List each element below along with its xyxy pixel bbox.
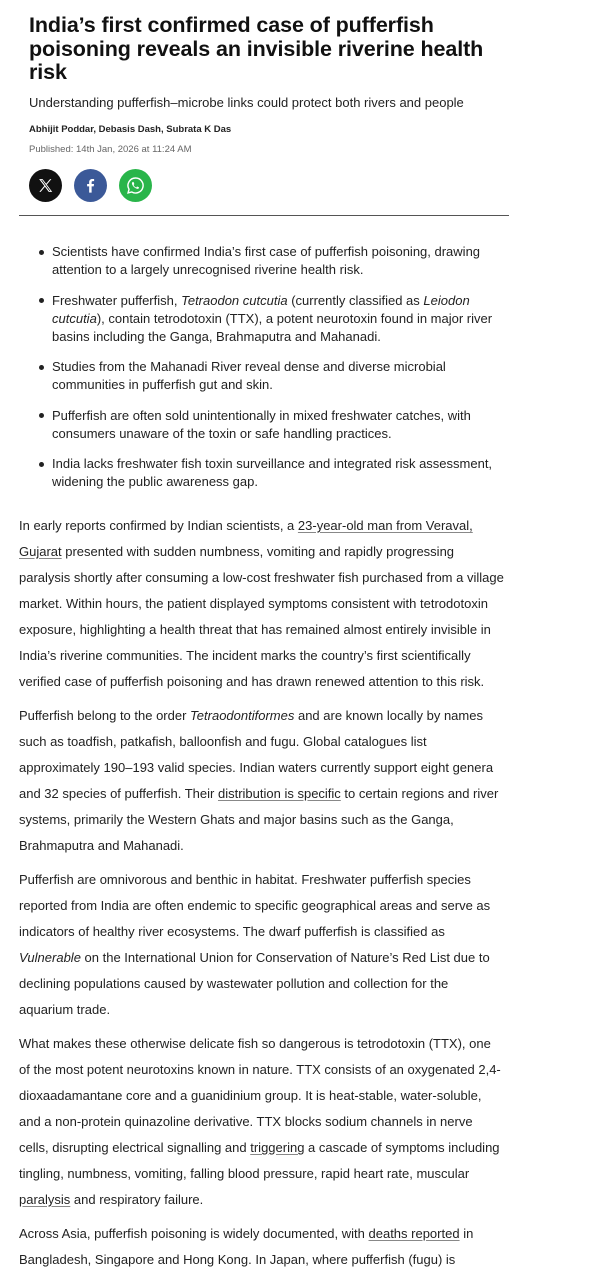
highlight-text: Scientists have confirmed India’s first case of pufferfish poisoning, drawing attention to a largely unrecognised riverine health risk. xyxy=(52,244,481,277)
veraval-case-link[interactable]: 23-year-old man from Veraval, Gujarat xyxy=(19,518,473,559)
highlight-text: Studies from the Mahanadi River reveal dense and diverse microbial communities in pufferfish gut and skin. xyxy=(52,359,446,392)
paralysis-link[interactable]: paralysis xyxy=(19,1192,71,1207)
highlight-item xyxy=(34,407,504,443)
paragraph-text: presented with sudden numbness, vomiting and rapidly progressing paralysis shortly after consuming a low-cost freshwater fish purchased from a village market. Within hours, the patient displayed symptoms consistent with tetrodotoxin exposure, highlighting a health threat that has remained almost entirely invisible in India’s riverine communities. The incident marks the country’s first scientifically verified case of pufferfish poisoning and has drawn renewed attention to this risk. xyxy=(19,544,504,689)
highlight-item xyxy=(34,292,504,346)
paragraph-text: to certain regions and river systems, primarily the Western Ghats and major basins such as the Ganga, Brahmaputra and Mahanadi. xyxy=(19,786,499,853)
article-authors: Abhijit Poddar, Debasis Dash, Subrata K Das xyxy=(29,124,232,135)
highlight-item xyxy=(34,243,504,279)
share-whatsapp-button[interactable] xyxy=(119,169,152,202)
article-standfirst: Understanding pufferfish–microbe links could protect both rivers and people xyxy=(29,95,464,110)
paragraph-text: What makes these otherwise delicate fish so dangerous is tetrodotoxin (TTX), one of the most potent neurotoxins known in nature. TTX consists of an oxygenated 2,4-dioxaadamantane core and a guanidinium group. It is heat-stable, water-soluble, and a non-protein quinazoline derivative. TTX blocks sodium channels in nerve cells, disrupting electrical signalling and xyxy=(19,1036,501,1155)
key-highlights-list xyxy=(34,243,504,504)
paragraph-text: on the International Union for Conservation of Nature’s Red List due to declining populations caused by wastewater pollution and collection for the aquarium trade. xyxy=(19,950,490,1017)
paragraph-text: a cascade of symptoms including tingling, numbness, vomiting, falling blood pressure, rapid heart rate, muscular xyxy=(19,1140,500,1181)
paragraph-text: In early reports confirmed by Indian scientists, a xyxy=(19,518,298,533)
article-body xyxy=(19,513,505,1280)
paragraph-text: and are known locally by names such as toadfish, patkafish, balloonfish and fugu. Global catalogues list approximately 190–193 valid species. Indian waters currently support eight genera and 32 species of pufferfish. Their xyxy=(19,708,494,801)
share-facebook-button[interactable] xyxy=(74,169,107,202)
highlight-item xyxy=(34,358,504,394)
body-paragraph xyxy=(19,513,505,695)
article-published-date: Published: 14th Jan, 2026 at 11:24 AM xyxy=(29,144,192,155)
highlight-text: India lacks freshwater fish toxin surveillance and integrated risk assessment, widening the public awareness gap. xyxy=(52,456,493,489)
highlight-text: Pufferfish are often sold unintentionally in mixed freshwater catches, with consumers unaware of the toxin or safe handling practices. xyxy=(52,407,471,441)
highlight-text: (currently classified as xyxy=(287,292,424,308)
highlight-text: Freshwater pufferfish, xyxy=(52,292,182,308)
share-bar xyxy=(29,169,152,203)
distribution-link[interactable]: distribution is specific xyxy=(217,786,341,801)
facebook-logo-icon xyxy=(82,177,99,194)
paragraph-text: in Bangladesh, Singapore and Hong Kong. In Japan, where pufferfish (fugu) is xyxy=(19,1226,474,1267)
deaths-reported-link[interactable]: deaths reported xyxy=(368,1226,460,1241)
species-name-current: Leiodon cutcutia xyxy=(52,292,470,326)
conservation-status: Vulnerable xyxy=(19,950,81,965)
share-x-button[interactable] xyxy=(29,169,62,202)
whatsapp-logo-icon xyxy=(126,176,145,195)
x-logo-icon xyxy=(37,177,54,194)
body-paragraph xyxy=(19,1031,505,1213)
article-headline: India’s first confirmed case of pufferfish poisoning reveals an invisible riverine health risk xyxy=(29,13,484,84)
body-paragraph xyxy=(19,1221,505,1273)
highlight-item xyxy=(34,455,504,491)
paragraph-text: Across Asia, pufferfish poisoning is widely documented, with xyxy=(19,1226,369,1241)
paragraph-text: Pufferfish belong to the order xyxy=(19,708,191,723)
order-name: Tetraodontiformes xyxy=(190,708,295,723)
triggering-link[interactable]: triggering xyxy=(250,1140,305,1155)
species-name: Tetraodon cutcutia xyxy=(181,292,288,308)
body-paragraph xyxy=(19,867,505,1023)
highlight-text: ), contain tetrodotoxin (TTX), a potent neurotoxin found in major river basins including the Ganga, Brahmaputra and Mahanadi. xyxy=(52,310,493,344)
paragraph-text: and respiratory failure. xyxy=(70,1192,204,1207)
paragraph-text: Pufferfish are omnivorous and benthic in habitat. Freshwater pufferfish species reported from India are often endemic to specific geographical areas and serve as indicators of healthy river ecosystems. The dwarf pufferfish is classified as xyxy=(19,872,491,939)
body-paragraph xyxy=(19,703,505,859)
header-divider xyxy=(19,215,509,216)
